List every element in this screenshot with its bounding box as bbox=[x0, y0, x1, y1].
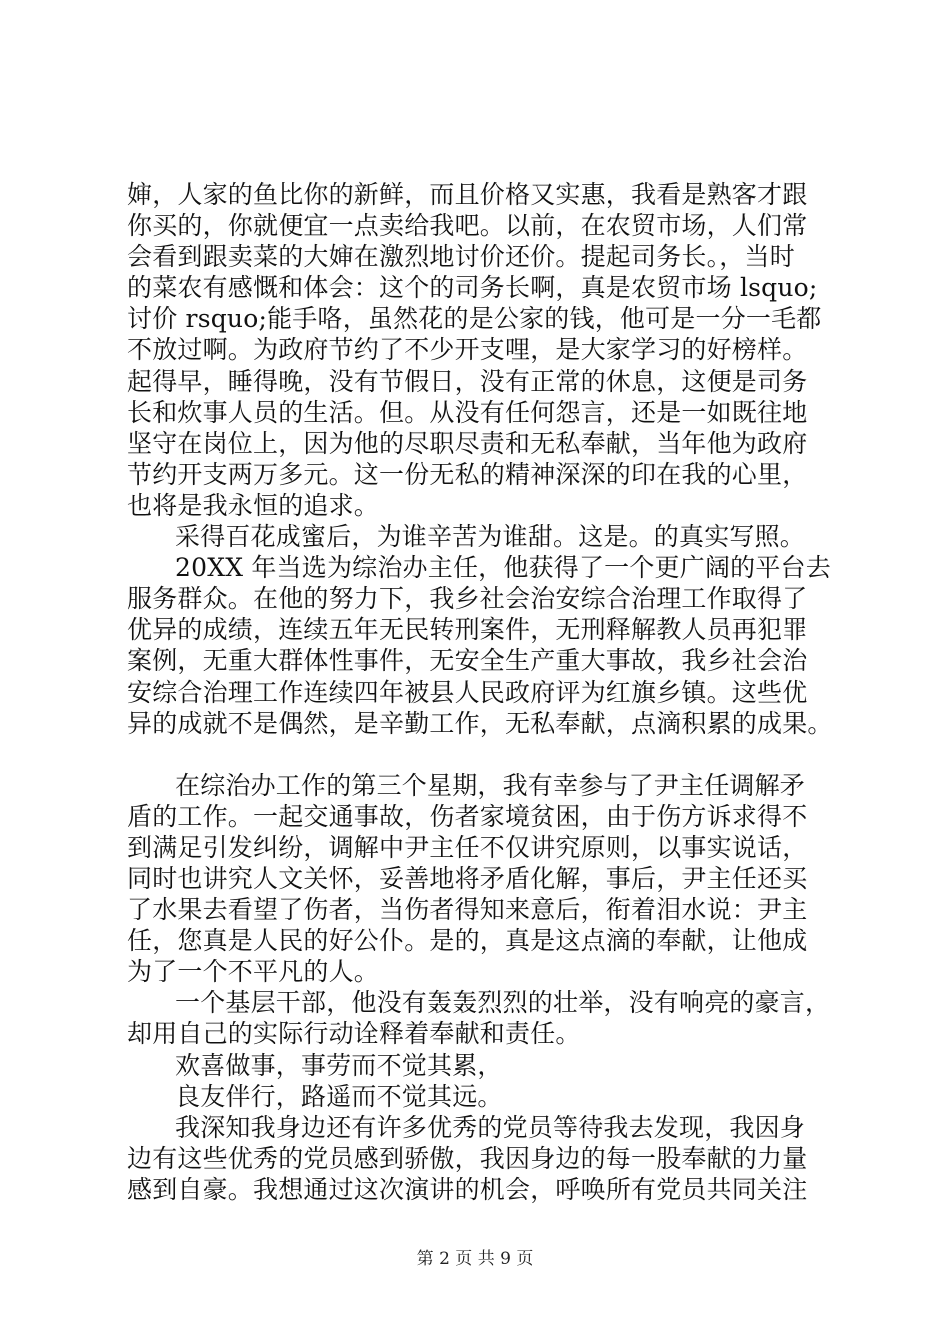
text-line: 同时也讲究人文关怀，妥善地将矛盾化解，事后，尹主任还买 bbox=[127, 863, 808, 893]
paragraph-poem-quote bbox=[127, 521, 833, 552]
paragraph-grassroots-cadre bbox=[127, 987, 833, 1049]
text-line: 却用自己的实际行动诠释着奉献和责任。 bbox=[127, 1019, 581, 1049]
text-line: 也将是我永恒的追求。 bbox=[127, 490, 380, 520]
text-line: 婶，人家的鱼比你的新鲜，而且价格又实惠，我看是熟客才跟 bbox=[127, 180, 808, 209]
text-line: 节约开支两万多元。这一份无私的精神深深的印在我的心里， bbox=[127, 459, 808, 489]
text-line: 边有这些优秀的党员感到骄傲，我因身边的每一股奉献的力量 bbox=[127, 1143, 808, 1173]
document-body bbox=[127, 179, 833, 1205]
paragraph-mediation bbox=[127, 770, 833, 988]
text-line: 长和炊事人员的生活。但。从没有任何怨言，还是一如既往地 bbox=[127, 397, 808, 427]
page-number-footer: 第 2 页 共 9 页 bbox=[416, 1249, 534, 1269]
paragraph-closing bbox=[127, 1112, 833, 1205]
text-line: 到满足引发纠纷，调解中尹主任不仅讲究原则，以事实说话， bbox=[127, 832, 808, 862]
text-line: 欢喜做事，事劳而不觉其累， bbox=[175, 1050, 503, 1080]
text-line: 盾的工作。一起交通事故，伤者家境贫困，由于伤方诉求得不 bbox=[127, 801, 808, 831]
text-line: 案例，无重大群体性事件，无安全生产重大事故，我乡社会治 bbox=[127, 646, 808, 676]
text-line: 安综合治理工作连续四年被县人民政府评为红旗乡镇。这些优 bbox=[127, 677, 808, 707]
text-line: 异的成就不是偶然，是辛勤工作，无私奉献，点滴积累的成果。 bbox=[127, 708, 833, 738]
text-line: 不放过啊。为政府节约了不少开支哩，是大家学习的好榜样。 bbox=[127, 335, 808, 365]
text-line: 坚守在岗位上，因为他的尽职尽责和无私奉献，当年他为政府 bbox=[127, 428, 808, 458]
text-line: 为了一个不平凡的人。 bbox=[127, 957, 380, 987]
paragraph-verse-2 bbox=[127, 1081, 833, 1112]
text-line: 感到自豪。我想通过这次演讲的机会，呼唤所有党员共同关注 bbox=[127, 1174, 808, 1204]
text-line: 优异的成绩，连续五年无民转刑案件，无刑释解教人员再犯罪 bbox=[127, 615, 808, 645]
paragraph-achievements bbox=[127, 552, 833, 739]
text-line: 起得早，睡得晚，没有节假日，没有正常的休息，这便是司务 bbox=[127, 366, 808, 396]
text-line: 我深知我身边还有许多优秀的党员等待我去发现，我因身 bbox=[175, 1112, 806, 1142]
text-line: 采得百花成蜜后，为谁辛苦为谁甜。这是。的真实写照。 bbox=[175, 522, 806, 552]
paragraph-continuation bbox=[127, 179, 833, 521]
text-line: 了水果去看望了伤者，当伤者得知来意后，衔着泪水说：尹主 bbox=[127, 895, 808, 925]
blank-line bbox=[127, 739, 833, 770]
text-line: 一个基层干部，他没有轰轰烈烈的壮举，没有响亮的豪言， bbox=[175, 988, 831, 1018]
text-line: 你买的，你就便宜一点卖给我吧。以前，在农贸市场，人们常 bbox=[127, 211, 808, 241]
text-line: 任，您真是人民的好公仆。是的，真是这点滴的奉献，让他成 bbox=[127, 926, 808, 956]
text-line: 良友伴行，路遥而不觉其远。 bbox=[175, 1081, 503, 1111]
paragraph-verse-1 bbox=[127, 1050, 833, 1081]
text-line: 20XX 年当选为综治办主任，他获得了一个更广阔的平台去 bbox=[175, 553, 831, 583]
text-line: 讨价 rsquo;能手咯，虽然花的是公家的钱，他可是一分一毛都 bbox=[127, 304, 822, 334]
text-line: 服务群众。在他的努力下，我乡社会治安综合治理工作取得了 bbox=[127, 584, 808, 614]
text-line: 会看到跟卖菜的大婶在激烈地讨价还价。提起司务长。，当时 bbox=[127, 242, 795, 272]
text-line: 在综治办工作的第三个星期，我有幸参与了尹主任调解矛 bbox=[175, 770, 806, 800]
text-line: 的菜农有感慨和体会：这个的司务长啊，真是农贸市场 lsquo; bbox=[127, 273, 818, 303]
